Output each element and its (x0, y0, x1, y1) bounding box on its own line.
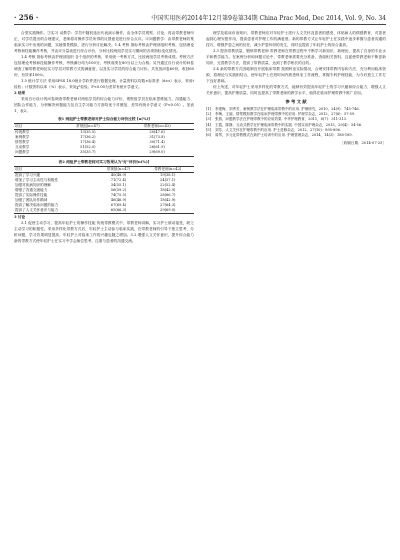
table-cell: 31(73.8) (149, 135, 165, 140)
reference-text: 张燕，问题教学法在护理带教中的应用效果. 中华护理教育，2011，8(7)：311-313. (215, 117, 347, 122)
table-cell: 22(52.4) (160, 182, 176, 187)
table-cell: 19(38.1) (160, 172, 176, 177)
table-row (14, 150, 194, 156)
table-cell: 35(35.7) (80, 150, 96, 155)
table1-caption: 表1 两组护士带教老师对护士综合能力评价比较 [n(%)] (57, 117, 151, 121)
table1-col-teacher: 带教老师(n=42) (143, 124, 171, 128)
table-cell: 65(66.3) (110, 208, 127, 213)
reference-number: [3] (206, 117, 211, 122)
table1-col-control: 常规组(n=47) (76, 124, 100, 128)
discussion-paragraph: 3.1 促使主动学习，提高年轻护士的操作技能 传统带教模式中，带教老师讲解，实习护士被动接受，缺乏主动学习的积极性。采用多样化带教方式后，年轻护士主动参与临床实践，在带教老师的引导下独立思考、分析问题，学习效果明显提高，年轻护士对临床工作的兴趣也随之增加。3.2 增强人文关怀意识，提升综合能力 新的带教方式使年轻护士在实习中学会换位思考，注重与患者的沟通交流。 (14, 221, 194, 244)
table2 (14, 166, 194, 215)
page-number: · 256 · (14, 13, 39, 22)
reference-number: [4] (206, 122, 211, 127)
right-paragraph-3: 3.4 新的带教方式因地制宜开展临床带教 按照科室实际情况，合理安排带教内容和方法，充分利用临床资源，将理论与实践相结合，使年轻护士在短时间内熟悉科室工作流程，掌握专科护理技能，为今后独立工作打下良好基础。 (206, 67, 386, 83)
right-paragraph-2: 3.3 提高带教质量，锻炼带教老师 带教老师在带教过程中不断学习新知识、新理论，提高了自身的专业水平和教学能力。在案例分析和问题讨论中，带教老师需要充分准备，查阅相关资料，这促使带教老师不断更新知识，完善教学方法，提高了带教质量，达到了教学相长的目的。 (206, 49, 386, 65)
table-cell: 17(36.2) (80, 135, 96, 140)
reference-text: 周琴，多元化带教模式在新护士培训中的应用. 护理管理杂志，2014，14(3)：188-189. (215, 133, 353, 138)
table-cell: 提高了人文关怀意识与能力 (15, 208, 59, 213)
reference-number: [6] (206, 133, 211, 138)
table-cell: 互动教学 (15, 145, 30, 150)
references-heading: 参 考 文 献 (285, 99, 307, 104)
table-cell: 18(42.9) (160, 187, 176, 192)
table1-col-item: 项目 (15, 124, 23, 128)
table2-col-item: 项目 (15, 166, 23, 171)
reference-number: [1] (206, 107, 211, 111)
reference-text: 刘芳，人文关怀在护理带教中的应用. 护士进修杂志，2012，27(10)：895-896. (215, 127, 341, 132)
table-cell: 40(48.9) (110, 172, 127, 177)
table-cell: 51(52.0) (80, 145, 96, 150)
table-cell: 29(69.0) (149, 150, 165, 155)
reference-text: 王霞，陈静，互动式教学在护理临床带教中的实践. 中国实用护理杂志，2013，29(4)：54-56. (215, 122, 363, 127)
table-cell: 案例教学 (15, 135, 30, 140)
reference-number: [2] (206, 112, 211, 117)
table-cell: 24(57.1) (160, 177, 176, 182)
results-heading: 2 结果 (14, 91, 26, 95)
table-cell: 30(71.4) (149, 140, 165, 145)
references-list (206, 107, 386, 138)
intro-paragraph: 合型实践操作。③实习 动教学：学员中随机选出代表演示操作，由全体学员观察、讨论，再由带教老师纠正，对学员提出的合理建议，老师将对操作学员所得的反馈意见进行综合点评。④问题教学：由带教老师收集临床实习中出现的问题，实地情景模拟，进行分析讨论解决。1.4 考核 指标考核由护理部组织考核，包括理论考核和技能操作考核，并由评分量表进行综合评价，分析比较两组学员实习期间的各项指标变化情况。 (14, 31, 194, 53)
table-cell: 34(55.1) (110, 182, 127, 187)
discussion-heading: 3 讨论 (14, 215, 26, 220)
table-cell: 问题教学 (15, 150, 30, 155)
table-cell: 18(42.9) (160, 198, 176, 203)
table-cell: 传统教学 (15, 130, 30, 135)
table-cell: 17(36.4) (80, 140, 96, 145)
table1 (14, 123, 194, 157)
results-paragraph: 采用自行设计的问卷调查带教老师对两组学员的综合能力评价，观察组学员在临床思维能力、沟通能力、团队合作能力、分析解决问题能力及自主学习能力方面均优于对照组，差异有统计学意义（P<0.05）。见表1、表2。 (14, 97, 194, 113)
reference-number: [5] (206, 127, 211, 132)
table-cell: 13(35.5) (80, 130, 96, 135)
page-header (14, 10, 386, 25)
table-cell: 56(59.2) (110, 187, 127, 192)
reference-item (206, 133, 386, 138)
table2-col-teacher: 带教老师(n=42) (154, 166, 182, 171)
section-1-4-paragraph: 1.4 考核 指标考核由护理部组织 各个组织的考核，采用统一考核方式，比较两组学员考核成绩。考核方法包括理论考核和技能操作考核，考核满分均为100分，考核成绩在80分以上为合格。另外通过自行设计的问卷调查了解带教老师及实习学员对带教方式的满意度，以及实习学员的综合能力评价。共发放问卷60份，收回60份，有效率100%。 (14, 55, 194, 77)
table-cell: 46(46.9) (110, 198, 127, 203)
reference-text: 李建梅，刘秀芳，案例教学法在护理临床带教中的应用. 护理研究，2010，24(9)：745-746. (215, 107, 360, 111)
right-paragraph-4: 综上所述，对年轻护士采用多样化的带教方式，能够有效提高年轻护士的学习兴趣和综合能力，增强人文关怀意识，提高护理质量，同时也提高了带教老师的教学水平，值得在临床护理带教中推广应用。 (206, 85, 386, 95)
journal-running-title: 中国实用医药2014年12月第9卷第34期 China Prac Med, Dec 2014, Vol. 9, No. 34 (151, 15, 386, 22)
table-cell: 增加了学习主动性与积极性 (15, 177, 59, 182)
table-cell: 20(47.6) (149, 130, 165, 135)
table-cell: 28(66.7) (160, 193, 176, 198)
table-cell: 情景教学 (15, 140, 30, 145)
table-cell: 增强了沟通交流能力 (15, 187, 48, 192)
table-cell: 加强对疾病知识的理解 (15, 182, 51, 187)
received-date: ［收稿日期：2014-07-25］ (340, 141, 386, 146)
table-cell: 加强了团队协作精神 (15, 198, 48, 203)
table-cell: 29(69.0) (160, 208, 176, 213)
table-cell: 71(72.4) (110, 177, 127, 182)
table2-col-control: 常规组(n=47) (106, 166, 131, 171)
table2-caption: 表2 两组护士带教老师对实习效果认为"好"评价[n(%)] (58, 159, 150, 164)
right-paragraph-1: 理学及临床诊治知识，带教老师应对年轻护士进行人文关怀及患者的感受、体贴病人的情感教育，对患者起到心理安慰作用，提高患者对护理工作的满意度。新的带教方式让年轻护士在实践中逐步掌握与患者沟通的技巧，增强护患之间的信任，减少护患纠纷的发生，同时也提高了年轻护士的综合素质。 (206, 31, 386, 47)
table-cell: 提高了解决临床问题的能力 (15, 203, 59, 208)
table-row (14, 208, 194, 214)
table-cell: 提高了学习兴趣 (15, 172, 41, 177)
table-cell: 67(69.4) (110, 203, 127, 208)
section-1-5-paragraph: 1.5 统计学方法 采用SPSS 18.0统计学软件进行数据处理。计量资料以均数±标准差（x̄±s）表示，采用t检验；计数资料以率（%）表示，采用χ²检验。P<0.05为差异有统计学意义。 (14, 79, 194, 89)
left-column (14, 30, 194, 550)
table-cell: 27(64.3) (160, 203, 176, 208)
table-cell: 74(75.5) (110, 193, 127, 198)
table-cell: 26(61.9) (149, 145, 165, 150)
table-cell: 提高了实际操作技能 (15, 193, 48, 198)
reference-text: 李梅，王丽，情景模拟教学在临床护理带教中的应用. 护理学杂志，2012，27(6)：57-59. (215, 112, 356, 117)
right-column (206, 30, 386, 550)
